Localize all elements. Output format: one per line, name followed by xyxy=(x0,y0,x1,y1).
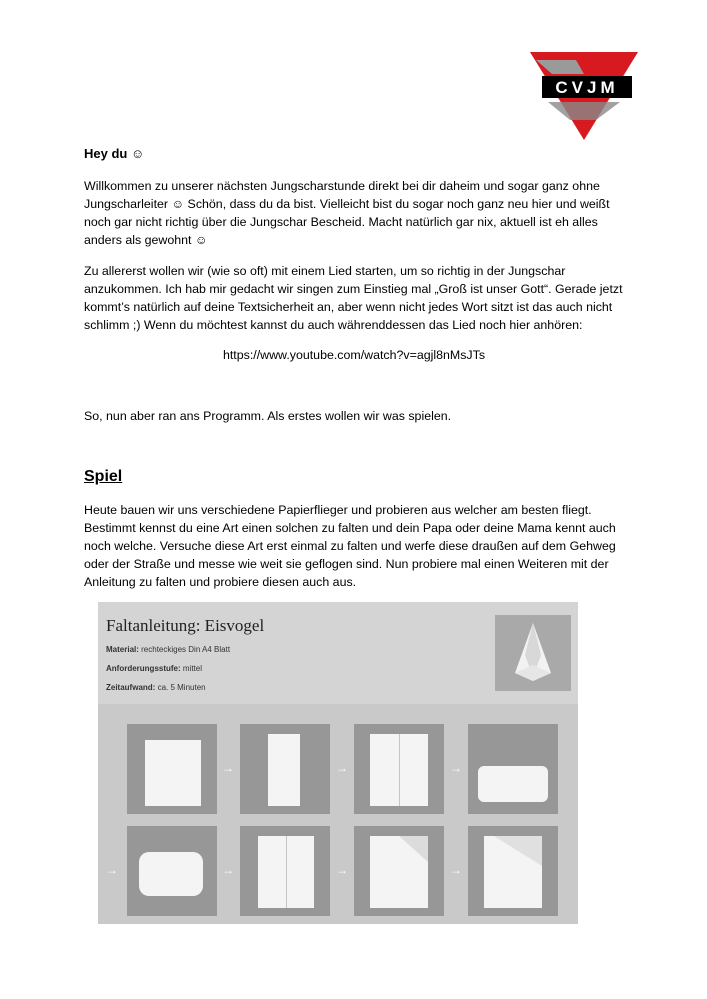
greeting: Hey du ☺ xyxy=(84,146,145,161)
arrow-icon: → xyxy=(450,761,462,775)
step-3-image xyxy=(354,724,444,814)
step-5-image xyxy=(127,826,217,916)
cvjm-logo xyxy=(530,50,638,142)
arrow-icon: → xyxy=(336,761,348,775)
difficulty-line: Anforderungsstufe: mittel xyxy=(106,664,203,673)
step-6-image xyxy=(240,826,330,916)
step-8-image xyxy=(468,826,558,916)
section-heading-spiel: Spiel xyxy=(84,468,123,485)
youtube-link[interactable]: https://www.youtube.com/watch?v=agjl8nMsJTs xyxy=(222,348,486,362)
instructions-header xyxy=(98,602,578,704)
arrow-icon: → xyxy=(222,863,234,877)
step-2-image xyxy=(240,724,330,814)
material-line: Material: rechteckiges Din A4 Blatt xyxy=(106,645,231,654)
instructions-title: Faltanleitung: Eisvogel xyxy=(106,616,265,635)
arrow-icon: → xyxy=(222,761,234,775)
step-1-image xyxy=(127,724,217,814)
arrow-icon: → xyxy=(336,863,348,877)
time-line: Zeitaufwand: ca. 5 Minuten xyxy=(106,683,206,692)
arrow-icon: → xyxy=(106,863,118,877)
step-7-image xyxy=(354,826,444,916)
svg-text:CVJM: CVJM xyxy=(555,78,619,97)
arrow-icon: → xyxy=(450,863,462,877)
folding-instructions xyxy=(98,602,578,924)
song-paragraph: Zu allererst wollen wir (wie so oft) mit einem Lied starten, um so richtig in der Jungschar anzukommen. Ich hab mir gedacht wir singen zum Einstieg mal „Groß ist unser Gott“. Gerade jetzt kommt’s natürlich auf deine Textsicherheit an, aber wenn nicht jedes Wort sitzt ist das auch nicht schlimm ;) Wenn du möchtest kannst du auch währenddessen das Lied noch hier anhören: xyxy=(84,264,623,332)
step-4-image xyxy=(468,724,558,814)
finished-plane-image xyxy=(495,615,571,691)
game-paragraph: Heute bauen wir uns verschiedene Papierflieger und probieren aus welcher am besten fliegt. Bestimmt kennst du eine Art einen solchen zu falten und dein Papa oder deine Mama kennt auch noch welche. Versuche diese Art erst einmal zu falten und werfe diese draußen auf dem Gehweg oder der Straße und messe wie weit sie geflogen sind. Nun probiere mal einen Weiteren mit der Anleitung zu falten und probiere diesen auch aus. xyxy=(84,503,616,589)
intro-paragraph: Willkommen zu unserer nächsten Jungscharstunde direkt bei dir daheim und sogar ganz ohne Jungscharleiter ☺ Schön, dass du da bist. Vielleicht bist du sogar noch ganz neu hier und weißt noch gar nicht richtig über die Jungschar Bescheid. Macht natürlich gar nix, aktuell ist eh alles anders als gewohnt ☺ xyxy=(84,179,610,247)
program-paragraph: So, nun aber ran ans Programm. Als erstes wollen wir was spielen. xyxy=(84,409,452,423)
